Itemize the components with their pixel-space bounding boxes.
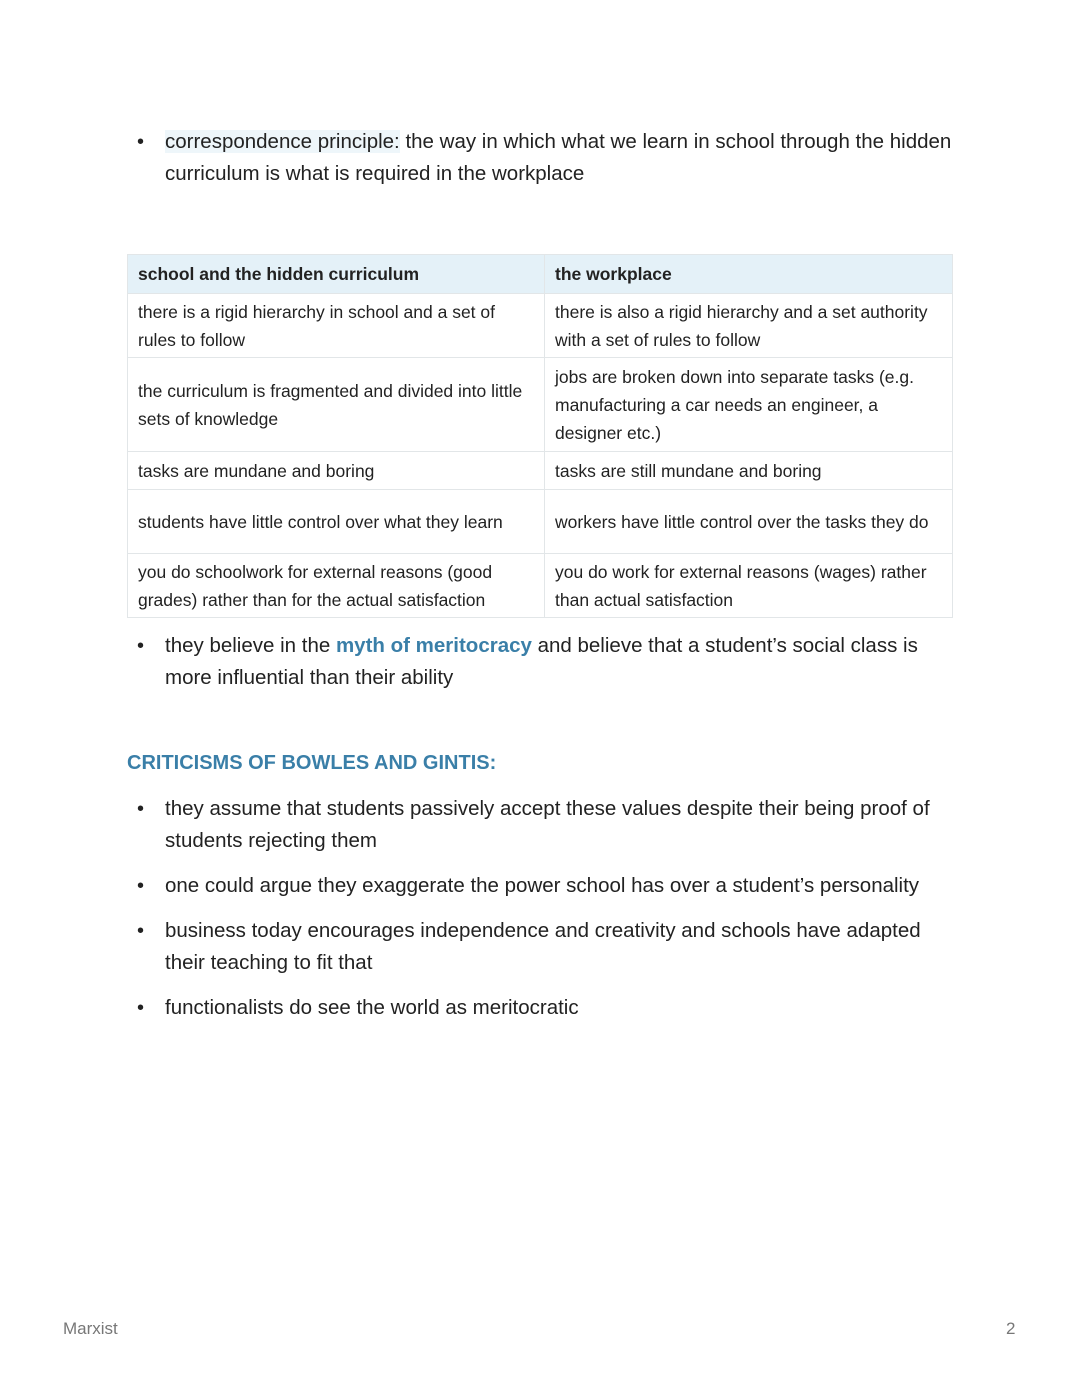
table-cell: tasks are still mundane and boring <box>545 452 953 490</box>
table-row <box>128 358 953 452</box>
criticism-item: • functionalists do see the world as meritocratic <box>137 992 957 1024</box>
header-workplace: the workplace <box>545 255 953 294</box>
table-row <box>128 554 953 618</box>
table-cell: tasks are mundane and boring <box>128 452 545 490</box>
header-school: school and the hidden curriculum <box>128 255 545 294</box>
table-cell: you do schoolwork for external reasons (good grades) rather than for the actual satisfaction <box>128 554 545 618</box>
criticisms-list <box>137 793 957 1036</box>
table-row <box>128 490 953 554</box>
table-cell: students have little control over what they learn <box>128 490 545 554</box>
page-number: 2 <box>1006 1319 1016 1338</box>
criticism-item: • one could argue they exaggerate the power school has over a student’s personality <box>137 870 957 902</box>
meritocracy-bullet <box>137 630 957 694</box>
myth-of-meritocracy-term: myth of meritocracy <box>335 634 532 657</box>
criticism-item: • they assume that students passively accept these values despite their being proof of students rejecting them <box>137 793 957 857</box>
criticism-item: • business today encourages independence and creativity and schools have adapted their teaching to fit that <box>137 915 957 979</box>
table-cell: there is also a rigid hierarchy and a set authority with a set of rules to follow <box>545 294 953 358</box>
table-cell: there is a rigid hierarchy in school and a set of rules to follow <box>128 294 545 358</box>
table-cell: you do work for external reasons (wages) rather than actual satisfaction <box>545 554 953 618</box>
footer-label: Marxist <box>63 1319 118 1338</box>
table-row <box>128 294 953 358</box>
table-cell: the curriculum is fragmented and divided into little sets of knowledge <box>128 358 545 452</box>
meritocracy-list <box>137 630 957 706</box>
criticisms-heading: CRITICISMS OF BOWLES AND GINTIS: <box>127 752 497 774</box>
table-row <box>128 452 953 490</box>
intro-list <box>137 126 957 202</box>
correspondence-principle-definition: the way in which what we learn in school through the hidden curriculum is what is required in the workplace <box>165 130 952 185</box>
comparison-table <box>127 254 953 618</box>
meritocracy-text-after: and believe that a student’s social class is more influential than their ability <box>165 634 918 689</box>
meritocracy-text-before: they believe in the <box>165 634 336 657</box>
table-header-row <box>128 255 953 294</box>
table-cell: jobs are broken down into separate tasks (e.g. manufacturing a car needs an engineer, a designer etc.) <box>545 358 953 452</box>
correspondence-principle-bullet <box>137 126 957 190</box>
table-cell: workers have little control over the tasks they do <box>545 490 953 554</box>
correspondence-principle-term: correspondence principle: <box>165 130 400 153</box>
